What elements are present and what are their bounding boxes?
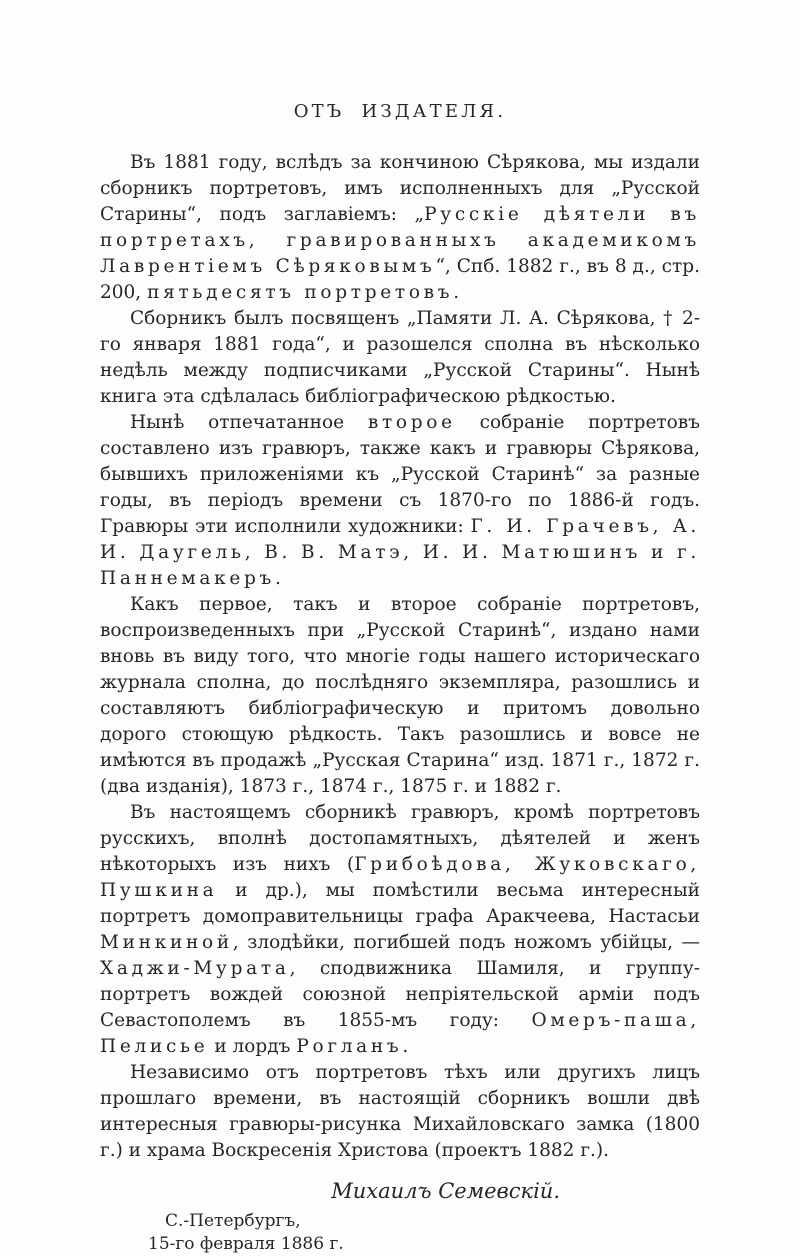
emphasized-text: Минкиной (100, 932, 233, 953)
paragraph (100, 306, 700, 410)
place-line: С.-Петербургъ, (165, 1211, 301, 1231)
emphasized-text: второе (367, 412, 456, 433)
colophon (100, 1210, 700, 1256)
body-text-segment: , злодѣйки, погибшей подъ ножомъ убійцы, — (232, 932, 700, 953)
paragraph (100, 800, 700, 1060)
body-text-segment: собраніе портретовъ составлено изъ гравюръ, также какъ и гравюры Сѣрякова, бывшихъ приложеніями къ „Русской Старинѣ“ за разные годы, въ періодъ времени съ 1870-го по 1886-й годъ. Гравюры эти исполнили художники: (100, 412, 700, 537)
body-text-segment: и др.), мы помѣстили весьма интересный портретъ домоправительницы графа Аракчеева, Настасьи (100, 880, 700, 927)
body-text-segment: и лордъ (208, 1036, 297, 1057)
body-text-segment: . (402, 1036, 409, 1057)
emphasized-text: Хаджи-Мурата (100, 958, 290, 979)
body-text-segment: Какъ первое, такъ и второе собраніе портретовъ, воспроизведенныхъ при „Русской Старинѣ“, издано нами вновь въ виду того, что многіе годы нашего историческаго журнала сполна, до послѣдняго экземпляра, разошлись и составляютъ библіографическую и притомъ довольно дорого стоющую рѣдкость. Такъ разошлись и вовсе не имѣются въ продажѣ „Русская Старина“ изд. 1871 г., 1872 г. (два изданія), 1873 г., 1874 г., 1875 г. и 1882 г. (100, 594, 700, 797)
paragraph (100, 592, 700, 800)
body-text-segment: . (275, 568, 281, 589)
body-text-segment: Въ настоящемъ сборникѣ гравюръ, кромѣ портретовъ русскихъ, вполнѣ достопамятныхъ, дѣятелей и женъ нѣкоторыхъ изъ нихъ ( (100, 802, 700, 875)
body-text-segment: , сподвижника Шамиля, и группу-портретъ вождей союзной непріятельской арміи подъ Севастополемъ въ 1855-мъ году: (100, 958, 700, 1031)
date-line: 15-го февраля 1886 г. (148, 1234, 344, 1254)
paragraph (100, 410, 700, 592)
paragraph (100, 150, 700, 306)
emphasized-text: пятьдесятъ портретовъ (147, 282, 454, 303)
emphasized-text: Русскіе дѣятели въ портретахъ, гравированныхъ академикомъ Лаврентіемъ Сѣряковымъ (100, 204, 701, 277)
body-text-segment: Сборникъ былъ посвященъ „Памяти Л. А. Сѣрякова, † 2-го января 1881 года“, и разошелся сполна въ нѣсколько недѣль между подписчиками „Русской Старины“. Нынѣ книга эта сдѣлалась библіографическою рѣдкостью. (100, 308, 700, 407)
emphasized-text: Г. И. Грачевъ, А. И. Даугель, В. В. Матэ, И. И. Матюшинъ и г. Паннемакеръ (100, 516, 701, 589)
body-text-segment: Независимо отъ портретовъ тѣхъ или другихъ лицъ прошлаго времени, въ настоящій сборникъ вошли двѣ интересныя гравюры-рисунка Михайловскаго замка (1800 г.) и храма Воскресенія Христова (проектъ 1882 г.). (100, 1062, 700, 1161)
body-text-segment: “, Спб. 1882 г., въ 8 д., стр. 200, (100, 256, 700, 303)
body-text-segment: Нынѣ отпечатанное (130, 412, 368, 433)
body-text-segment: Въ 1881 году, вслѣдъ за кончиною Сѣрякова, мы издали сборникъ портретовъ, имъ исполненныхъ для „Русской Старины“, подъ заглавіемъ: „ (100, 152, 700, 225)
page-body (100, 150, 700, 1164)
page-title: ОТЪ ИЗДАТЕЛЯ. (293, 101, 507, 122)
emphasized-text: Рогланъ (296, 1036, 403, 1057)
emphasized-text: Омеръ-паша, Пелисье (100, 1010, 700, 1057)
body-text-segment: . (453, 282, 460, 303)
paragraph (100, 1060, 700, 1164)
emphasized-text: Грибоѣдова, Жуковскаго, Пушкина (100, 854, 700, 901)
signature: Михаилъ Семевскій. (331, 1179, 560, 1203)
